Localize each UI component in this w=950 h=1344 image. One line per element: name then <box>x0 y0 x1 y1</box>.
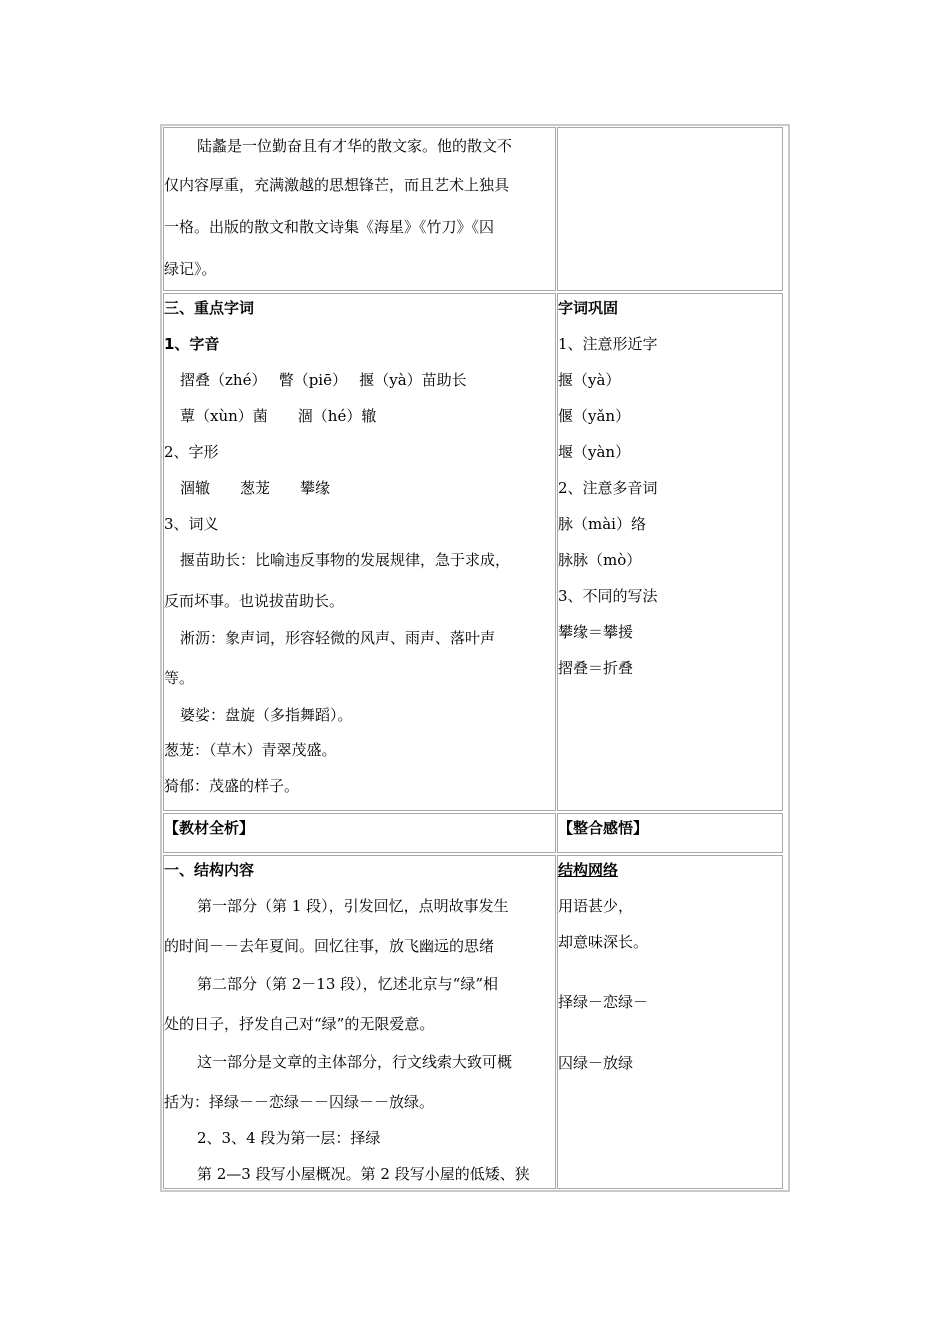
vocab-review-item: 2、注意多音词 <box>558 479 658 497</box>
network-line-1: 用语甚少， <box>558 897 634 915</box>
insight-header-cell <box>557 813 783 853</box>
vocab-review-item: 偃（yǎn） <box>558 407 631 425</box>
analysis-header: 【教材全析】 <box>164 819 255 837</box>
vocab-review-cell <box>557 293 783 811</box>
vocab-review-item: 揠（yà） <box>558 371 621 389</box>
structure-cell <box>163 855 556 1189</box>
part-2-line-a: 第二部分（第 2－13 段），忆述北京与“绿”相 <box>197 975 499 993</box>
structure-network-title: 结构网络 <box>558 861 619 879</box>
definition-5: 猗郁：茂盛的样子。 <box>164 777 300 795</box>
vocab-review-title: 字词巩固 <box>558 299 619 317</box>
definition-3: 婆娑：盘旋（多指舞蹈）。 <box>180 706 353 724</box>
network-line-2: 却意味深长。 <box>558 933 649 951</box>
meaning-heading: 3、词义 <box>164 515 219 533</box>
vocab-review-item: 摺叠＝折叠 <box>558 659 634 677</box>
intro-side-cell <box>557 127 783 291</box>
part-2-line-b: 处的日子，抒发自己对“绿”的无限爱意。 <box>164 1015 435 1033</box>
pronunciation-heading: 1、字音 <box>164 335 220 353</box>
intro-line-2: 仅内容厚重，充满激越的思想锋芒，而且艺术上独具 <box>164 176 510 194</box>
pronunciation-line-2: 蕈（xùn）菌 涸（hé）辙 <box>180 407 377 425</box>
document-page <box>160 124 790 1192</box>
shape-words: 涸辙 葱茏 攀缘 <box>180 479 331 497</box>
analysis-header-cell <box>163 813 556 853</box>
vocab-review-item: 1、注意形近字 <box>558 335 658 353</box>
network-line-4: 囚绿－放绿 <box>558 1054 634 1072</box>
vocab-title: 三、重点字词 <box>164 299 255 317</box>
vocab-review-item: 3、不同的写法 <box>558 587 658 605</box>
pronunciation-line-1: 摺叠（zhé） 瞥（piē） 揠（yà）苗助长 <box>180 371 467 389</box>
vocab-cell <box>163 293 556 811</box>
intro-line-4: 绿记》。 <box>164 260 217 278</box>
definition-2a: 淅沥：象声词，形容轻微的风声、雨声、落叶声 <box>180 629 496 647</box>
vocab-review-item: 脉脉（mò） <box>558 551 642 569</box>
intro-line-3: 一格。出版的散文和散文诗集《海星》《竹刀》《囚 <box>164 218 495 236</box>
definition-1b: 反而坏事。也说拔苗助长。 <box>164 592 345 610</box>
definition-2b: 等。 <box>164 669 195 687</box>
structure-network-cell <box>557 855 783 1189</box>
vocab-review-item: 脉（mài）络 <box>558 515 646 533</box>
definition-1a: 揠苗助长：比喻违反事物的发展规律，急于求成， <box>180 551 511 569</box>
insight-header: 【整合感悟】 <box>558 819 649 837</box>
main-part-line-b: 括为：择绿－－恋绿－－囚绿－－放绿。 <box>164 1093 435 1111</box>
intro-line-1: 陆蠡是一位勤奋且有才华的散文家。他的散文不 <box>197 137 513 155</box>
intro-cell <box>163 127 556 291</box>
vocab-review-item: 攀缘＝攀援 <box>558 623 634 641</box>
part-1-line-b: 的时间－－去年夏间。回忆往事，放飞幽远的思绪 <box>164 937 495 955</box>
structure-title: 一、结构内容 <box>164 861 255 879</box>
vocab-review-item: 堰（yàn） <box>558 443 631 461</box>
part-1-line-a: 第一部分（第 1 段），引发回忆，点明故事发生 <box>197 897 509 915</box>
definition-4: 葱茏：（草木）青翠茂盛。 <box>164 741 337 759</box>
shape-heading: 2、字形 <box>164 443 219 461</box>
paragraph-2-3-line: 第 2—3 段写小屋概况。第 2 段写小屋的低矮、狭 <box>197 1165 530 1183</box>
network-line-3: 择绿－恋绿－ <box>558 993 649 1011</box>
main-part-line-a: 这一部分是文章的主体部分，行文线索大致可概 <box>197 1053 513 1071</box>
layer-1-line: 2、3、4 段为第一层：择绿 <box>197 1129 381 1147</box>
